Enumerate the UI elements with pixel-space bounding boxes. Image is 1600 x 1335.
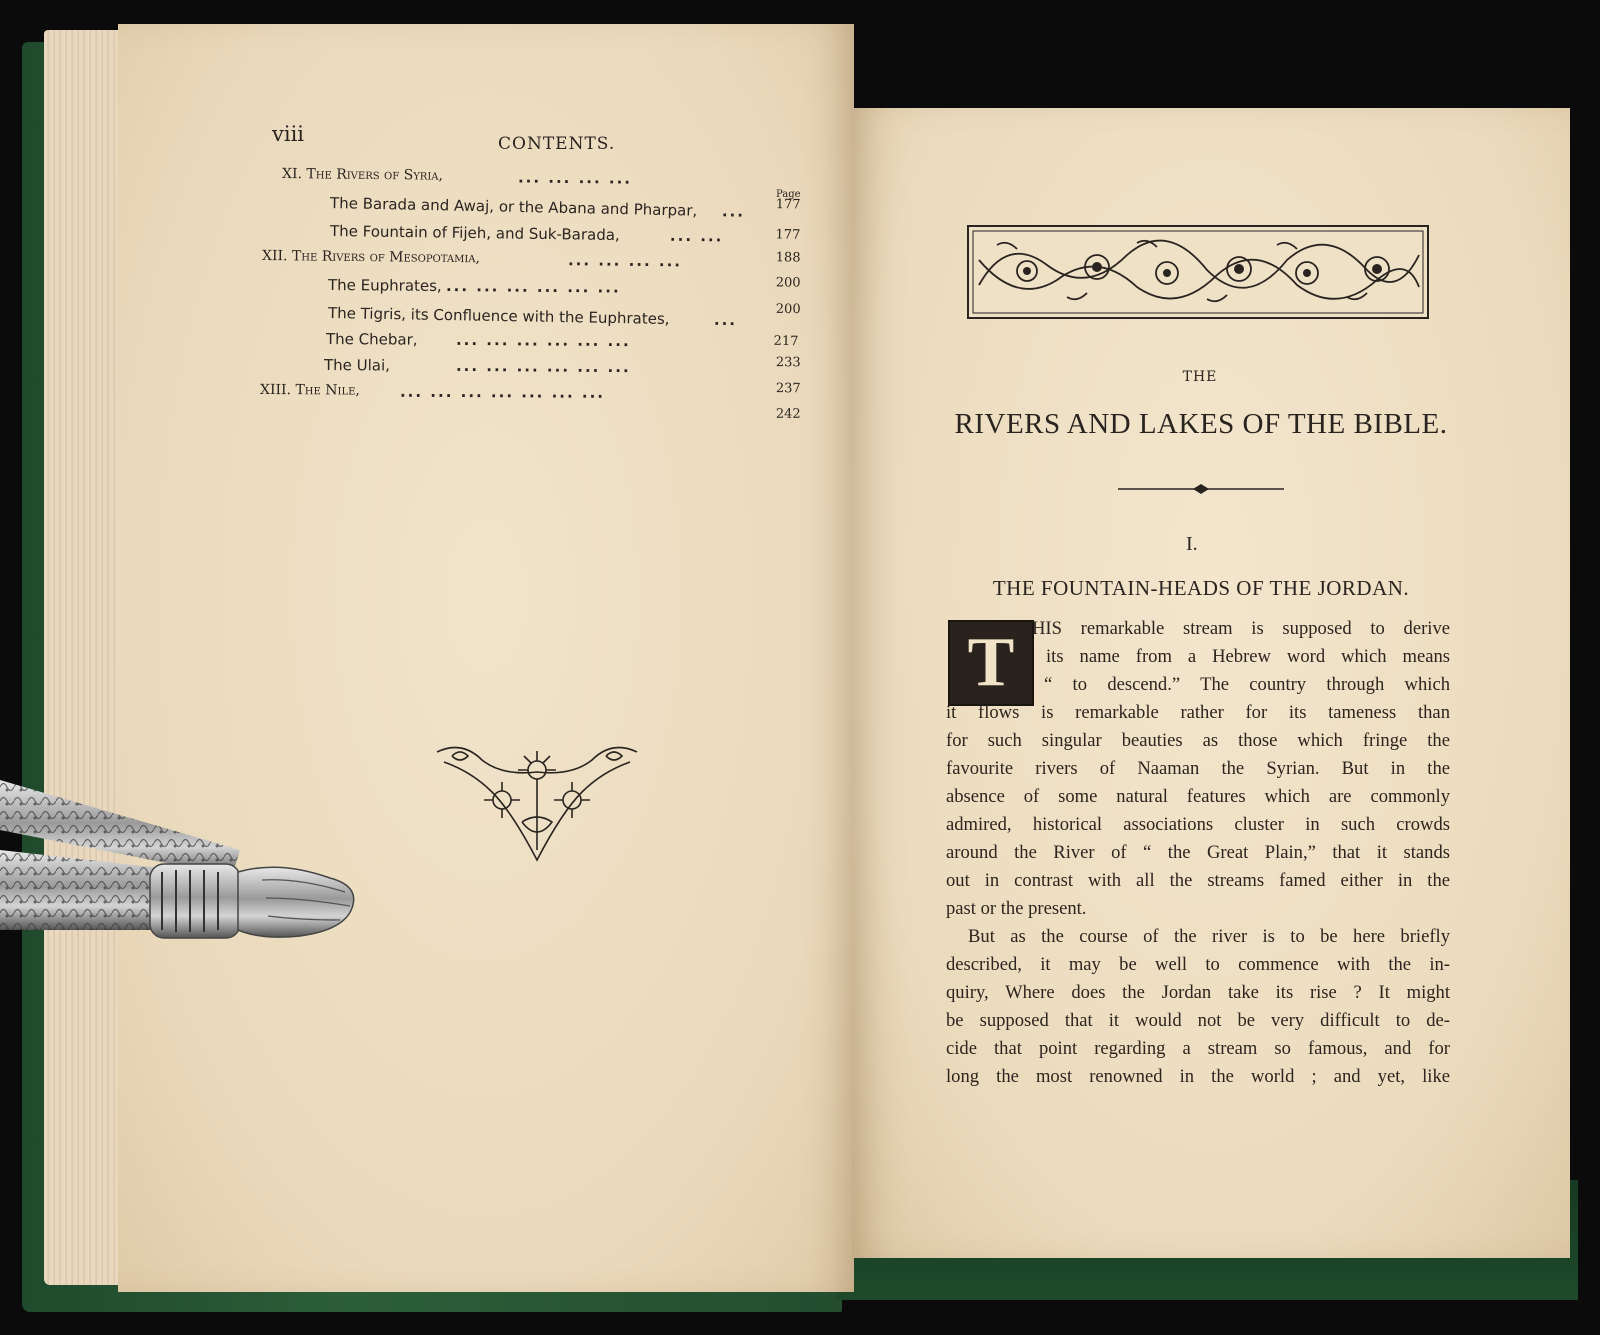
drop-cap-letter: T bbox=[967, 624, 1015, 701]
toc-leader-dots: ... ... ... ... ... ... bbox=[445, 277, 621, 297]
body-text-line: HIS remarkable stream is supposed to derive bbox=[1032, 618, 1450, 639]
toc-entry-label: The Barada and Awaj, or the Abana and Pharpar, bbox=[329, 194, 698, 220]
silver-hand-bookmark-clip bbox=[0, 780, 380, 980]
toc-leader-dots: ... ... ... ... bbox=[517, 168, 633, 188]
toc-leader-dots: ... ... ... ... ... ... bbox=[455, 356, 631, 377]
toc-entry-label: XII. The Rivers of Mesopotamia, bbox=[261, 248, 481, 267]
toc-page-number: 177 bbox=[775, 197, 801, 213]
body-text-line: described, it may be well to commence with the in- bbox=[946, 954, 1450, 975]
toc-entry-label: The Euphrates, bbox=[327, 276, 442, 295]
body-text-line: its name from a Hebrew word which means bbox=[1046, 646, 1450, 667]
toc-page-number: 200 bbox=[775, 301, 801, 318]
body-text-line: long the most renowned in the world ; and yet, like bbox=[946, 1066, 1450, 1087]
toc-leader-dots: ... ... ... ... ... ... bbox=[455, 330, 631, 351]
toc-entry-label: The Ulai, bbox=[323, 356, 391, 375]
body-text-line: cide that point regarding a stream so famous, and for bbox=[946, 1038, 1450, 1059]
toc-entry-label: XI. The Rivers of Syria, bbox=[281, 166, 444, 184]
body-text-line: around the River of “ the Great Plain,” that it stands bbox=[946, 842, 1450, 863]
toc-entry-label: The Tigris, its Confluence with the Euphrates, bbox=[327, 304, 670, 328]
body-text-line: quiry, Where does the Jordan take its rise ? It might bbox=[946, 982, 1450, 1003]
toc-page-number: 237 bbox=[775, 381, 801, 397]
toc-leader-dots: ... ... ... ... ... ... ... bbox=[399, 382, 606, 402]
floral-headpiece-banner bbox=[967, 225, 1429, 319]
toc-entry-label: The Chebar, bbox=[325, 330, 418, 349]
body-text-line: for such singular beauties as those which fringe the bbox=[946, 730, 1450, 751]
body-text-line: be supposed that it would not be very difficult to de- bbox=[946, 1010, 1450, 1031]
chapter-title: THE FOUNTAIN-HEADS OF THE JORDAN. bbox=[992, 576, 1410, 600]
toc-leader-dots: ... bbox=[721, 202, 746, 221]
floral-tailpiece-ornament bbox=[432, 742, 642, 872]
body-text-line: out in contrast with all the streams famed either in the bbox=[946, 870, 1450, 891]
toc-page-number: 200 bbox=[775, 275, 801, 291]
page-column-label: Page bbox=[776, 189, 801, 200]
running-title: CONTENTS. bbox=[498, 134, 616, 154]
body-text-line: past or the present. bbox=[946, 898, 1087, 919]
toc-page-number: 217 bbox=[773, 333, 799, 350]
body-text-line: But as the course of the river is to be here briefly bbox=[968, 926, 1450, 947]
body-text-line: absence of some natural features which are commonly bbox=[946, 786, 1450, 807]
toc-page-number: 188 bbox=[775, 250, 801, 266]
body-text-line: favourite rivers of Naaman the Syrian. But in the bbox=[946, 758, 1450, 779]
decorated-drop-cap bbox=[948, 620, 1034, 706]
diamond-rule-ornament bbox=[1118, 482, 1284, 496]
body-text-line: it flows is remarkable rather for its tameness than bbox=[946, 702, 1450, 723]
toc-page-number: 177 bbox=[775, 227, 801, 243]
body-text-line: “ to descend.” The country through which bbox=[1044, 674, 1450, 695]
toc-page-number: 233 bbox=[775, 355, 801, 371]
title-prefix: THE bbox=[1182, 369, 1218, 385]
toc-page-number: 242 bbox=[775, 406, 801, 422]
page-number-viii: viii bbox=[272, 122, 305, 146]
body-text-line: admired, historical associations cluster in such crowds bbox=[946, 814, 1450, 835]
chapter-number: I. bbox=[1186, 533, 1198, 555]
toc-leader-dots: ... ... ... ... bbox=[567, 251, 683, 271]
toc-leader-dots: ... ... bbox=[669, 226, 724, 246]
toc-entry-label: The Fountain of Fijeh, and Suk-Barada, bbox=[329, 222, 620, 245]
toc-leader-dots: ... bbox=[713, 310, 738, 330]
toc-entry-label: XIII. The Nile, bbox=[259, 382, 360, 399]
book-title: RIVERS AND LAKES OF THE BIBLE. bbox=[954, 408, 1448, 440]
